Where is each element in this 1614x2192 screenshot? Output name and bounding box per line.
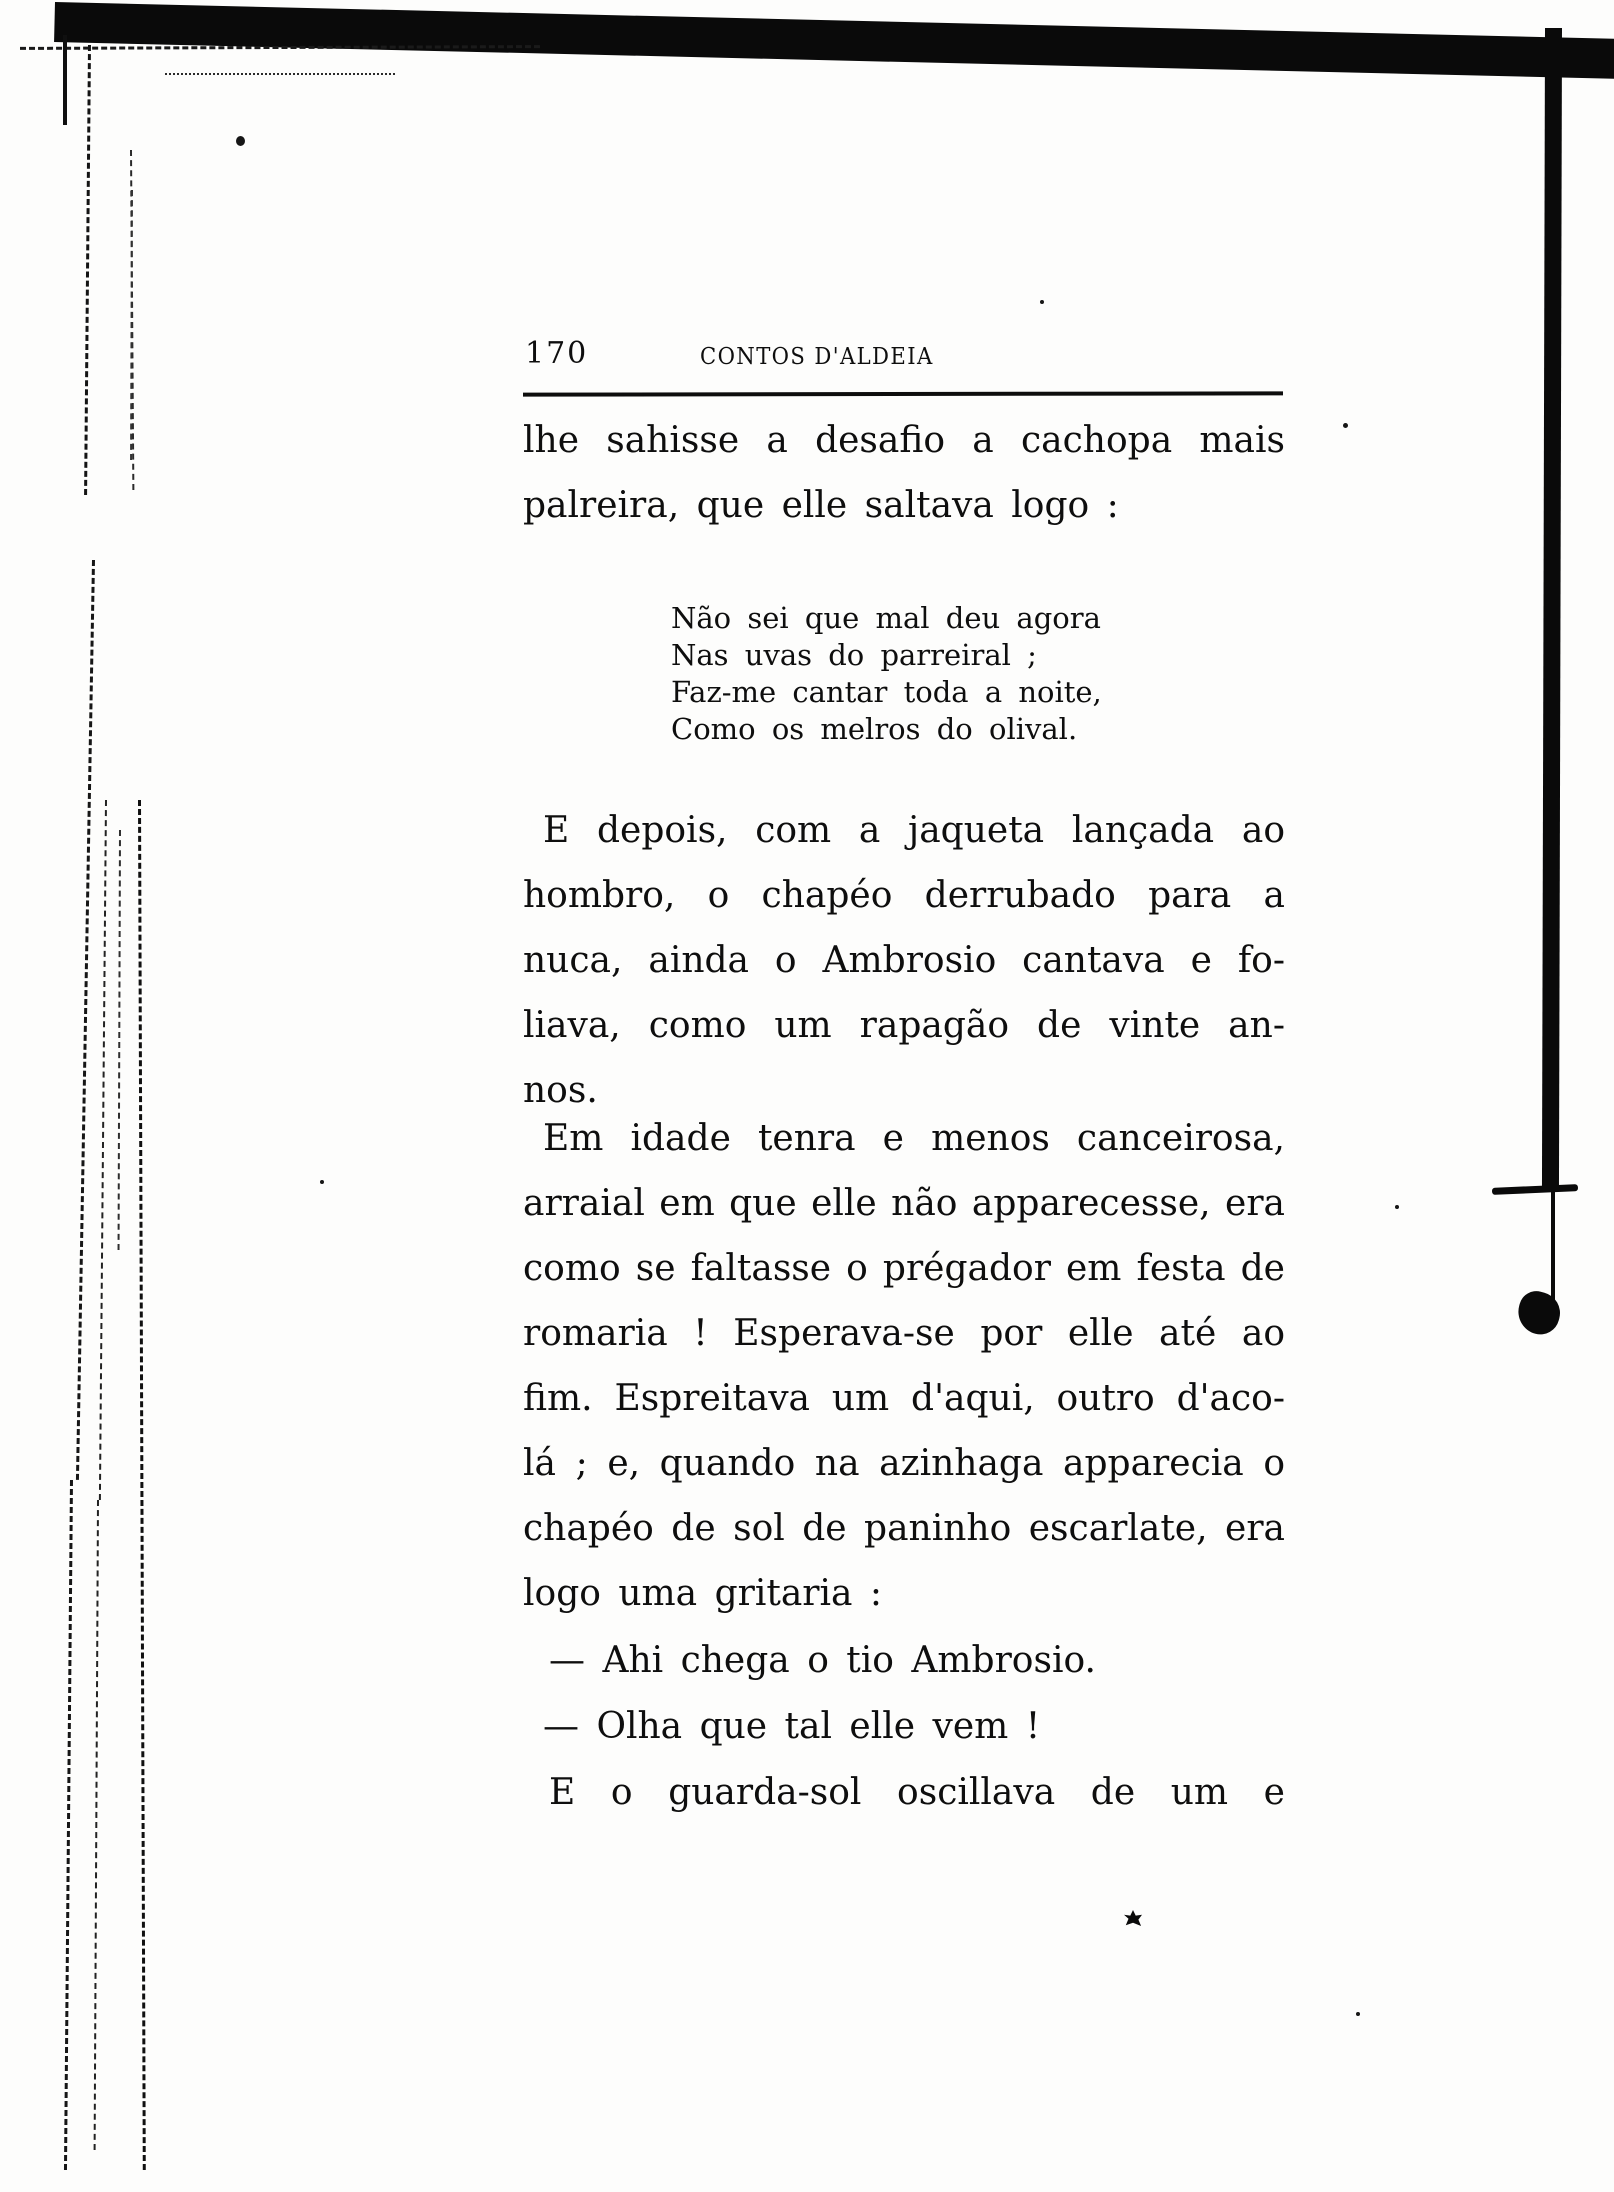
scan-gutter-line xyxy=(64,1480,73,2170)
verse-line: Faz-me cantar toda a noite, xyxy=(671,675,1102,709)
text-line: E depois, com a jaqueta lançada ao xyxy=(543,810,1285,851)
ink-speck xyxy=(1395,1205,1399,1209)
text-line: — Ahi chega o tio Ambrosio. xyxy=(549,1640,1096,1681)
scan-top-band xyxy=(54,2,1614,81)
text-line: arraial em que elle não apparecesse, era xyxy=(523,1183,1285,1224)
paragraph xyxy=(523,1106,1285,1626)
text-line: liava, como um rapagão de vinte an- xyxy=(523,1005,1285,1046)
text-line: E o guarda-sol oscillava de um e xyxy=(549,1772,1285,1813)
ink-speck xyxy=(320,1180,324,1184)
scan-dotted-specks xyxy=(165,73,395,75)
text-line: nuca, ainda o Ambrosio cantava e fo- xyxy=(523,940,1285,981)
verse-line: Nas uvas do parreiral ; xyxy=(671,638,1037,672)
text-line: como se faltasse o prégador em festa de xyxy=(523,1248,1285,1289)
text-line: lhe sahisse a desafio a cachopa mais xyxy=(523,420,1285,461)
scan-right-bar-flare xyxy=(1492,1184,1578,1195)
scan-gutter-line xyxy=(138,800,146,2170)
text-line: fim. Espreitava um d'aqui, outro d'aco- xyxy=(523,1378,1285,1419)
paragraph xyxy=(523,408,1285,538)
ink-star-blot xyxy=(1124,1910,1142,1926)
scan-right-bar xyxy=(1542,28,1562,1188)
paragraph xyxy=(523,798,1285,1123)
paragraph xyxy=(523,1760,1285,1825)
scan-gutter-line xyxy=(63,35,67,125)
ink-speck xyxy=(1040,300,1044,304)
text-line: lá ; e, quando na azinhaga apparecia o xyxy=(523,1443,1285,1484)
scan-gutter-line xyxy=(94,1500,99,2150)
running-header-title: CONTOS D'ALDEIA xyxy=(700,344,934,370)
scan-gutter-line xyxy=(76,560,95,1480)
dialogue-line-2 xyxy=(523,1694,1285,1759)
dialogue-line-1 xyxy=(523,1628,1285,1693)
header-rule xyxy=(523,391,1283,396)
text-line: Em idade tenra e menos canceirosa, xyxy=(543,1118,1285,1159)
page-number: 170 xyxy=(525,336,589,371)
scan-gutter-line xyxy=(99,800,107,1500)
verse-line: Como os melros do olival. xyxy=(671,712,1078,746)
text-line: nos. xyxy=(523,1070,598,1111)
ink-blob xyxy=(1513,1287,1564,1338)
text-line: hombro, o chapéo derrubado para a xyxy=(523,875,1285,916)
verse-block xyxy=(671,600,1231,748)
ink-speck xyxy=(236,136,245,146)
ink-speck xyxy=(1356,2012,1360,2016)
verse-line: Não sei que mal deu agora xyxy=(671,601,1101,635)
text-line: chapéo de sol de paninho escarlate, era xyxy=(523,1508,1285,1549)
scan-gutter-line xyxy=(84,45,91,495)
text-line: — Olha que tal elle vem ! xyxy=(543,1706,1041,1747)
text-line: romaria ! Esperava-se por elle até ao xyxy=(523,1313,1285,1354)
text-line: palreira, que elle saltava logo : xyxy=(523,485,1119,526)
text-line: logo uma gritaria : xyxy=(523,1573,883,1614)
ink-speck xyxy=(1343,423,1348,428)
scan-gutter-line xyxy=(118,830,121,1250)
scan-right-thin-line xyxy=(1551,1192,1555,1304)
